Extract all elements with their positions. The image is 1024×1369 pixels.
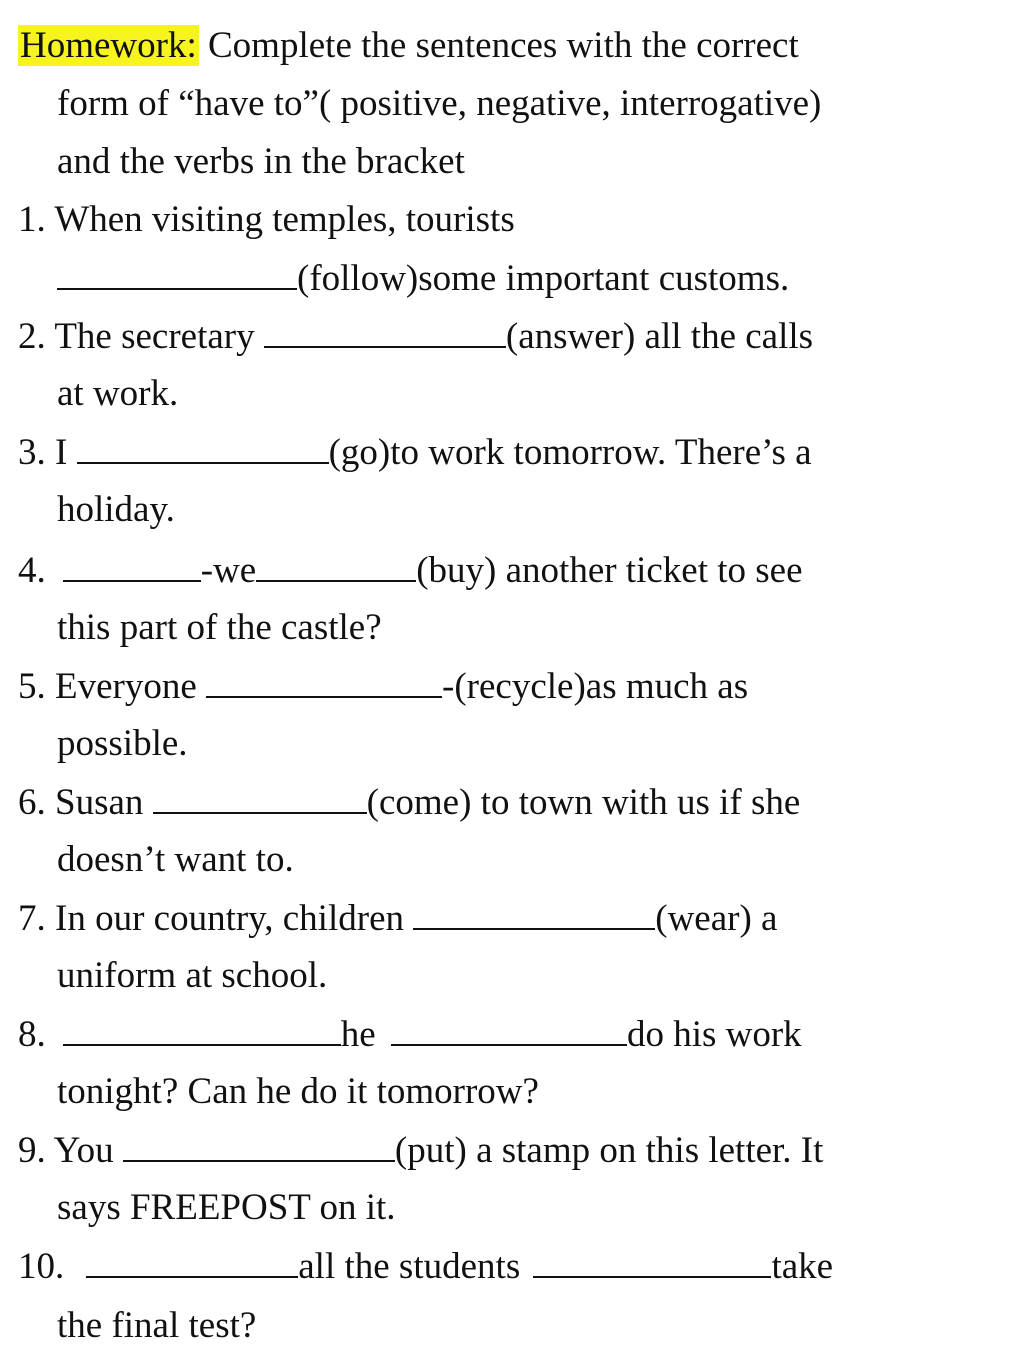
- question-6-number: 6.: [18, 782, 46, 823]
- heading-text-1: Complete the sentences with the correct: [198, 25, 799, 66]
- question-3-number: 3.: [18, 432, 46, 473]
- question-7-number: 7.: [18, 898, 46, 939]
- question-10-line-2: the final test?: [57, 1305, 257, 1346]
- question-1-number: 1.: [18, 199, 46, 240]
- question-1-line-2: [57, 256, 789, 301]
- question-8-blank-2[interactable]: [391, 1012, 627, 1046]
- question-8-text-b: do his work: [626, 1014, 802, 1055]
- question-8-line-1: [18, 1012, 802, 1057]
- heading-line-2: form of “have to”( positive, negative, interrogative): [57, 83, 822, 124]
- question-8-number: 8.: [18, 1014, 46, 1055]
- question-4-line-1: [18, 548, 803, 593]
- question-2-text-a: The secretary: [45, 316, 264, 357]
- question-3-line-1: [18, 430, 812, 475]
- question-6-line-2: doesn’t want to.: [57, 839, 294, 880]
- heading-line-1: [18, 24, 799, 68]
- question-5-text-b: -(recycle)as much as: [442, 666, 749, 707]
- question-3-line-2: holiday.: [57, 489, 175, 530]
- question-5-line-2: possible.: [57, 723, 188, 764]
- question-1-text-a: When visiting temples, tourists: [45, 199, 515, 240]
- question-4-number: 4.: [18, 550, 46, 591]
- question-7-line-1: [18, 896, 777, 941]
- question-4-line-2: this part of the castle?: [57, 607, 382, 648]
- question-7-text-a: In our country, children: [45, 898, 414, 939]
- question-8-text-a: he: [340, 1014, 385, 1055]
- question-9-text-a: You: [45, 1130, 123, 1171]
- question-9-line-1: [18, 1128, 823, 1173]
- question-5-line-1: [18, 664, 748, 709]
- homework-label: Homework:: [20, 25, 197, 66]
- question-8-blank-1[interactable]: [63, 1012, 341, 1046]
- question-6-text-a: Susan: [45, 782, 153, 823]
- question-8-line-2: tonight? Can he do it tomorrow?: [57, 1071, 539, 1112]
- question-9-text-b: (put) a stamp on this letter. It: [394, 1130, 824, 1171]
- question-5-text-a: Everyone: [45, 666, 207, 707]
- question-2-number: 2.: [18, 316, 46, 357]
- question-3-text-a: I: [45, 432, 77, 473]
- question-6-text-b: (come) to town with us if she: [366, 782, 801, 823]
- question-6-line-1: [18, 780, 800, 825]
- question-10-blank-2[interactable]: [533, 1244, 771, 1278]
- question-4-blank-2[interactable]: [256, 548, 416, 582]
- question-10-text-a: all the students: [298, 1246, 530, 1287]
- question-10-text-b: take: [771, 1246, 834, 1287]
- question-4-text-b: (buy) another ticket to see: [416, 550, 803, 591]
- question-3-text-b: (go)to work tomorrow. There’s a: [328, 432, 812, 473]
- heading-line-3: and the verbs in the bracket: [57, 141, 465, 182]
- question-7-line-2: uniform at school.: [57, 955, 328, 996]
- question-10-number: 10.: [18, 1246, 65, 1287]
- question-10-line-1: [18, 1244, 833, 1289]
- question-2-blank[interactable]: [264, 314, 506, 348]
- question-1-blank[interactable]: [57, 256, 297, 290]
- question-2-line-2: at work.: [57, 373, 179, 414]
- question-9-line-2: says FREEPOST on it.: [57, 1187, 396, 1228]
- question-5-number: 5.: [18, 666, 46, 707]
- question-3-blank[interactable]: [77, 430, 329, 464]
- question-2-line-1: [18, 314, 813, 359]
- question-2-text-b: (answer) all the calls: [505, 316, 814, 357]
- question-4-text-a: -we: [200, 550, 257, 591]
- question-7-blank[interactable]: [413, 896, 655, 930]
- question-9-blank[interactable]: [123, 1128, 395, 1162]
- question-1-line-1: [18, 198, 515, 242]
- question-10-blank-1[interactable]: [86, 1244, 298, 1278]
- question-6-blank[interactable]: [153, 780, 367, 814]
- question-5-blank[interactable]: [206, 664, 442, 698]
- question-9-number: 9.: [18, 1130, 46, 1171]
- question-1-text-b: (follow)some important customs.: [297, 258, 790, 299]
- question-7-text-b: (wear) a: [655, 898, 778, 939]
- question-4-blank-1[interactable]: [63, 548, 201, 582]
